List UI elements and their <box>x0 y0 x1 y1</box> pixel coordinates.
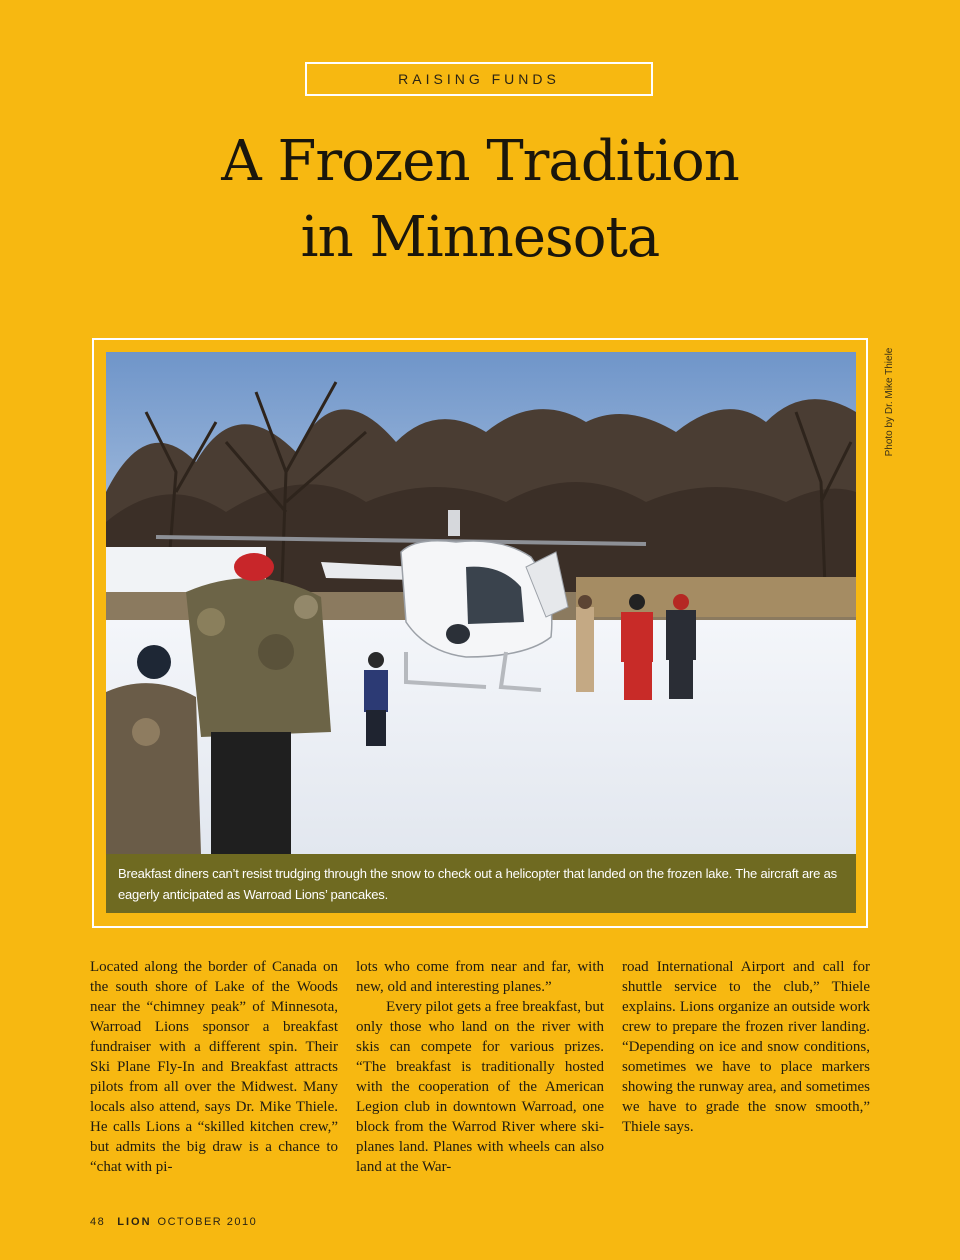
article-paragraph: Located along the border of Canada on the south shore of Lake of the Woods near the “chimney peak” of Minnesota, Warroad Lions sponsor a breakfast fundraiser with a different spin. Their Ski Plane Fly-In and Breakfast attracts pilots from all over the Midwest. Many locals also attend, says Dr. Mike Thiele. He calls Lions a “skilled kitchen crew,” but admits the big draw is a chance to “chat with pi- <box>90 959 338 1175</box>
page-footer <box>90 1216 257 1228</box>
helicopter-photo <box>106 352 856 854</box>
article-paragraph: road International Airport and call for shuttle service to the club,” Thiele explains. Lions organize an outside work crew to prepare the frozen river landing. “Depending on ice and snow conditions, sometimes we have to place markers showing the runway area, and sometimes we have to grade the snow smooth,” Thiele says. <box>622 959 870 1135</box>
issue-date: OCTOBER 2010 <box>157 1216 258 1228</box>
section-label: RAISING FUNDS <box>305 62 653 96</box>
article-paragraph: lots who come from near and far, with new, old and interesting planes.” <box>356 959 604 995</box>
headline-line-1: A Frozen Tradition <box>221 129 739 194</box>
photo-caption: Breakfast diners can’t resist trudging through the snow to check out a helicopter that landed on the frozen lake. The aircraft are as eagerly anticipated as Warroad Lions’ pancakes. <box>106 854 856 913</box>
page-number: 48 <box>90 1216 106 1228</box>
article-column-3 <box>622 957 870 1137</box>
article-column-1 <box>90 957 338 1177</box>
article-column-2 <box>356 957 604 1177</box>
article-paragraph: Every pilot gets a free breakfast, but only those who land on the river with skis can compete for various prizes. “The breakfast is traditionally hosted with the cooperation of the American Legion club in downtown Warroad, one block from the Warrod River where ski-planes land. Planes with wheels can also land at the War- <box>356 999 604 1175</box>
headline-line-2: in Minnesota <box>300 205 660 270</box>
photo-credit: Photo by Dr. Mike Thiele <box>884 347 895 457</box>
magazine-name: LION <box>117 1216 152 1228</box>
headline <box>0 124 960 276</box>
